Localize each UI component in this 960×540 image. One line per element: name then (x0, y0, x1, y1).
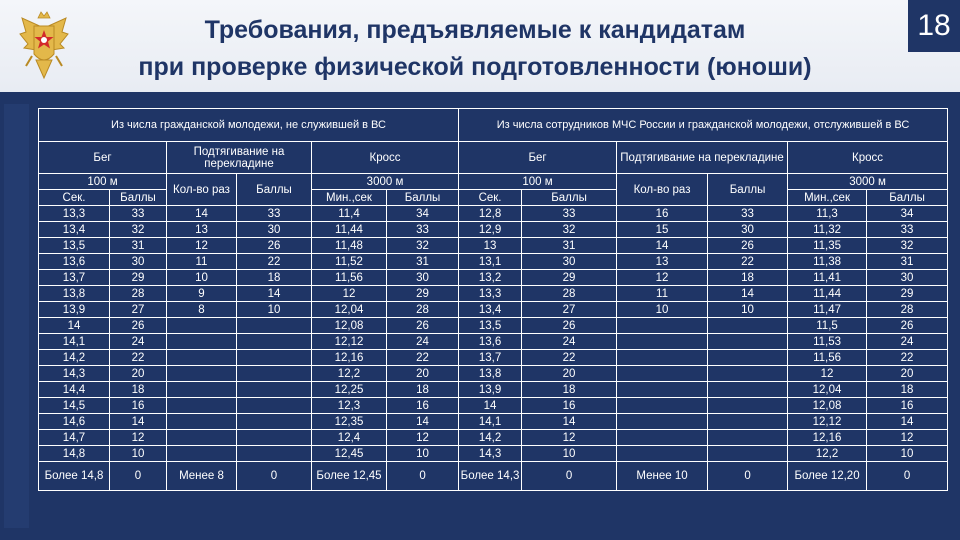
table-cell: 33 (867, 222, 948, 238)
table-cell: 14,2 (459, 430, 522, 446)
table-cell: 29 (522, 270, 617, 286)
table-cell: 12,04 (788, 382, 867, 398)
table-cell: 20 (387, 366, 459, 382)
table-cell: 11,5 (788, 318, 867, 334)
table-cell (708, 334, 788, 350)
table-cell: 33 (522, 206, 617, 222)
table-cell: 14 (237, 286, 312, 302)
table-cell (708, 366, 788, 382)
table-cell: 30 (110, 254, 167, 270)
table-cell: 14 (617, 238, 708, 254)
table-row (39, 414, 948, 430)
table-cell (237, 382, 312, 398)
table-cell (708, 382, 788, 398)
table-cell: 14 (39, 318, 110, 334)
table-cell: 24 (387, 334, 459, 350)
table-cell: 22 (387, 350, 459, 366)
table-row (39, 286, 948, 302)
event-pullups-left: Подтягивание на перекладине (167, 142, 312, 174)
table-cell: 33 (708, 206, 788, 222)
table-cell (237, 430, 312, 446)
table-cell: 13,2 (459, 270, 522, 286)
table-cell: 18 (522, 382, 617, 398)
table-cell: 10 (110, 446, 167, 462)
table-cell (167, 382, 237, 398)
table-cell: 8 (167, 302, 237, 318)
table-cell: 14,3 (39, 366, 110, 382)
table-cell: 12,25 (312, 382, 387, 398)
run-points-header-left: Баллы (110, 190, 167, 206)
table-cell: 12,2 (312, 366, 387, 382)
table-cell: 13,1 (459, 254, 522, 270)
sec-header-left: Сек. (39, 190, 110, 206)
table-cell: 14 (708, 286, 788, 302)
table-row (39, 382, 948, 398)
table-cell: 11 (167, 254, 237, 270)
table-cell (167, 366, 237, 382)
table-cell: 13,9 (39, 302, 110, 318)
header-band (0, 92, 960, 102)
title-line-2: при проверке физической подготовленности (юноши) (138, 53, 812, 81)
table-cell (237, 446, 312, 462)
run-points-header-right: Баллы (522, 190, 617, 206)
table-cell: Более 12,45 (312, 462, 387, 491)
table-cell: 15 (617, 222, 708, 238)
table-cell: 12,12 (788, 414, 867, 430)
table-cell (167, 414, 237, 430)
emchs-emblem-icon (18, 10, 70, 82)
table-cell: 11,35 (788, 238, 867, 254)
table-cell (237, 318, 312, 334)
table-cell: 11,56 (312, 270, 387, 286)
table-cell: 31 (867, 254, 948, 270)
dist-3000-left: 3000 м (312, 174, 459, 190)
table-cell: 12 (788, 366, 867, 382)
table-cell: 28 (387, 302, 459, 318)
table-cell: 12,3 (312, 398, 387, 414)
table-cell (237, 414, 312, 430)
table-cell: 26 (867, 318, 948, 334)
table-cell (617, 334, 708, 350)
table-cell: 12,16 (312, 350, 387, 366)
requirements-table (38, 108, 948, 491)
table-cell: 10 (167, 270, 237, 286)
table-cell: 31 (387, 254, 459, 270)
table-cell: 14,7 (39, 430, 110, 446)
table-cell: 11,48 (312, 238, 387, 254)
table-cell: 11,56 (788, 350, 867, 366)
table-cell: 13,4 (459, 302, 522, 318)
table-cell: 32 (110, 222, 167, 238)
table-cell: 11,52 (312, 254, 387, 270)
table-cell: Менее 8 (167, 462, 237, 491)
table-cell (167, 318, 237, 334)
table-cell: 18 (867, 382, 948, 398)
table-cell (167, 430, 237, 446)
table-cell: 12 (167, 238, 237, 254)
table-cell: 12,08 (788, 398, 867, 414)
group-header-left: Из числа гражданской молодежи, не служившей в ВС (39, 109, 459, 142)
title-line-1: Требования, предъявляемые к кандидатам (204, 16, 746, 44)
table-cell (167, 350, 237, 366)
table-cell: 12,9 (459, 222, 522, 238)
table-cell: 9 (167, 286, 237, 302)
table-row (39, 222, 948, 238)
table-cell: 14,1 (39, 334, 110, 350)
requirements-table-wrapper (38, 108, 947, 491)
event-cross-right: Кросс (788, 142, 948, 174)
table-cell: 13,5 (459, 318, 522, 334)
pullup-points-header-left: Баллы (237, 174, 312, 206)
table-cell: 0 (708, 462, 788, 491)
table-cell: 12 (312, 286, 387, 302)
table-cell: Более 14,8 (39, 462, 110, 491)
table-cell: 12,35 (312, 414, 387, 430)
table-cell (167, 446, 237, 462)
table-row (39, 302, 948, 318)
dist-3000-right: 3000 м (788, 174, 948, 190)
event-pullups-right: Подтягивание на перекладине (617, 142, 788, 174)
table-cell: 26 (708, 238, 788, 254)
table-cell: 18 (708, 270, 788, 286)
table-cell (708, 414, 788, 430)
table-cell: 12,08 (312, 318, 387, 334)
page-number: 18 (908, 0, 960, 52)
table-cell: 11,4 (312, 206, 387, 222)
table-cell: 12 (617, 270, 708, 286)
table-cell: 28 (110, 286, 167, 302)
table-cell: 11,41 (788, 270, 867, 286)
table-cell: 32 (867, 238, 948, 254)
table-cell: 30 (237, 222, 312, 238)
event-header-row (39, 142, 948, 174)
event-cross-left: Кросс (312, 142, 459, 174)
side-decoration (4, 104, 29, 528)
table-cell (708, 446, 788, 462)
table-cell: 16 (617, 206, 708, 222)
table-cell: 33 (237, 206, 312, 222)
table-cell: 13,7 (459, 350, 522, 366)
table-cell: 12 (110, 430, 167, 446)
table-cell (237, 398, 312, 414)
group-header-right: Из числа сотрудников МЧС России и гражданской молодежи, отслужившей в ВС (459, 109, 948, 142)
table-cell: 13,6 (459, 334, 522, 350)
cross-points-header-right: Баллы (867, 190, 948, 206)
table-cell (617, 414, 708, 430)
table-cell: 20 (867, 366, 948, 382)
table-cell: 20 (522, 366, 617, 382)
table-cell: 16 (110, 398, 167, 414)
table-cell: 13 (167, 222, 237, 238)
table-cell: 11,53 (788, 334, 867, 350)
table-cell: 11,44 (788, 286, 867, 302)
table-row (39, 254, 948, 270)
table-cell: 14,3 (459, 446, 522, 462)
table-cell: 13,4 (39, 222, 110, 238)
table-cell: 12,4 (312, 430, 387, 446)
table-cell: 26 (110, 318, 167, 334)
table-row (39, 206, 948, 222)
table-cell: 12,8 (459, 206, 522, 222)
header (0, 0, 960, 100)
table-cell (617, 430, 708, 446)
table-cell: 10 (522, 446, 617, 462)
table-cell (617, 398, 708, 414)
table-cell: 12 (387, 430, 459, 446)
table-cell: 10 (867, 446, 948, 462)
table-cell: 0 (522, 462, 617, 491)
table-cell: 12,45 (312, 446, 387, 462)
table-cell (617, 366, 708, 382)
table-cell: 14 (110, 414, 167, 430)
table-cell: 10 (237, 302, 312, 318)
table-row (39, 366, 948, 382)
table-row (39, 398, 948, 414)
table-cell (237, 334, 312, 350)
table-cell: 14,8 (39, 446, 110, 462)
table-row (39, 318, 948, 334)
page-title (80, 12, 870, 86)
table-cell: 28 (867, 302, 948, 318)
table-row (39, 238, 948, 254)
table-cell (617, 382, 708, 398)
table-cell: 11,32 (788, 222, 867, 238)
table-cell: Более 14,3 (459, 462, 522, 491)
table-cell: 12,2 (788, 446, 867, 462)
table-cell: 14,6 (39, 414, 110, 430)
table-cell (708, 430, 788, 446)
table-cell: 14,1 (459, 414, 522, 430)
reps-header-right: Кол-во раз (617, 174, 708, 206)
table-cell: 26 (387, 318, 459, 334)
table-cell (708, 398, 788, 414)
pullup-points-header-right: Баллы (708, 174, 788, 206)
table-row (39, 446, 948, 462)
min-sec-header-right: Мин.,сек (788, 190, 867, 206)
table-cell: 22 (708, 254, 788, 270)
table-cell: 28 (522, 286, 617, 302)
table-cell: 34 (387, 206, 459, 222)
table-cell: 12,12 (312, 334, 387, 350)
table-cell: 13,8 (459, 366, 522, 382)
table-cell: 13,3 (459, 286, 522, 302)
table-cell (237, 366, 312, 382)
table-cell: 29 (387, 286, 459, 302)
table-cell: 11,44 (312, 222, 387, 238)
table-cell: 31 (110, 238, 167, 254)
cross-points-header-left: Баллы (387, 190, 459, 206)
table-row (39, 334, 948, 350)
table-cell: 11,47 (788, 302, 867, 318)
table-cell: 13 (459, 238, 522, 254)
dist-100-left: 100 м (39, 174, 167, 190)
table-cell: 18 (110, 382, 167, 398)
table-cell: 0 (387, 462, 459, 491)
table-cell: 14,4 (39, 382, 110, 398)
sec-header-right: Сек. (459, 190, 522, 206)
table-cell: 0 (110, 462, 167, 491)
distance-row (39, 174, 948, 190)
table-cell: 32 (387, 238, 459, 254)
table-cell (167, 398, 237, 414)
table-row (39, 350, 948, 366)
table-cell: 20 (110, 366, 167, 382)
table-cell: 30 (867, 270, 948, 286)
table-cell: 11,3 (788, 206, 867, 222)
table-cell: 14 (867, 414, 948, 430)
table-cell: 26 (522, 318, 617, 334)
table-cell: 29 (110, 270, 167, 286)
table-cell: 13,5 (39, 238, 110, 254)
table-cell (237, 350, 312, 366)
table-cell: 31 (522, 238, 617, 254)
table-cell: 30 (708, 222, 788, 238)
table-cell: 16 (867, 398, 948, 414)
table-cell: 24 (110, 334, 167, 350)
table-cell: 18 (387, 382, 459, 398)
table-cell (617, 318, 708, 334)
table-cell: 22 (237, 254, 312, 270)
min-sec-header-left: Мин.,сек (312, 190, 387, 206)
table-cell: 34 (867, 206, 948, 222)
table-cell: 13,9 (459, 382, 522, 398)
table-cell: 12,16 (788, 430, 867, 446)
table-cell: 16 (522, 398, 617, 414)
table-cell: 24 (867, 334, 948, 350)
dist-100-right: 100 м (459, 174, 617, 190)
table-cell: 11 (617, 286, 708, 302)
table-cell: 10 (708, 302, 788, 318)
table-cell: 27 (522, 302, 617, 318)
table-cell: 11,38 (788, 254, 867, 270)
table-cell: 14,5 (39, 398, 110, 414)
table-cell: 10 (387, 446, 459, 462)
reps-header-left: Кол-во раз (167, 174, 237, 206)
table-cell: 12 (867, 430, 948, 446)
table-cell: Менее 10 (617, 462, 708, 491)
table-cell: 27 (110, 302, 167, 318)
table-cell: 14 (387, 414, 459, 430)
table-cell: 30 (522, 254, 617, 270)
table-cell (708, 350, 788, 366)
table-cell: 14 (459, 398, 522, 414)
table-cell: 26 (237, 238, 312, 254)
table-cell: 14 (167, 206, 237, 222)
table-cell: Более 12,20 (788, 462, 867, 491)
event-run-right: Бег (459, 142, 617, 174)
table-cell: 14 (522, 414, 617, 430)
table-cell: 10 (617, 302, 708, 318)
table-cell: 13,3 (39, 206, 110, 222)
table-cell: 29 (867, 286, 948, 302)
table-cell: 22 (522, 350, 617, 366)
table-cell: 16 (387, 398, 459, 414)
table-cell (708, 318, 788, 334)
table-cell: 30 (387, 270, 459, 286)
table-cell: 18 (237, 270, 312, 286)
table-cell: 13 (617, 254, 708, 270)
table-cell: 14,2 (39, 350, 110, 366)
table-cell: 32 (522, 222, 617, 238)
table-cell: 22 (110, 350, 167, 366)
table-cell: 24 (522, 334, 617, 350)
table-cell: 13,6 (39, 254, 110, 270)
table-row (39, 462, 948, 491)
table-cell: 12 (522, 430, 617, 446)
table-cell: 22 (867, 350, 948, 366)
table-cell (167, 334, 237, 350)
group-header-row (39, 109, 948, 142)
table-row (39, 270, 948, 286)
table-cell: 0 (237, 462, 312, 491)
table-cell: 13,7 (39, 270, 110, 286)
table-cell: 0 (867, 462, 948, 491)
table-cell: 33 (110, 206, 167, 222)
table-cell (617, 446, 708, 462)
event-run-left: Бег (39, 142, 167, 174)
table-row (39, 430, 948, 446)
table-cell: 13,8 (39, 286, 110, 302)
table-cell (617, 350, 708, 366)
table-cell: 33 (387, 222, 459, 238)
table-cell: 12,04 (312, 302, 387, 318)
